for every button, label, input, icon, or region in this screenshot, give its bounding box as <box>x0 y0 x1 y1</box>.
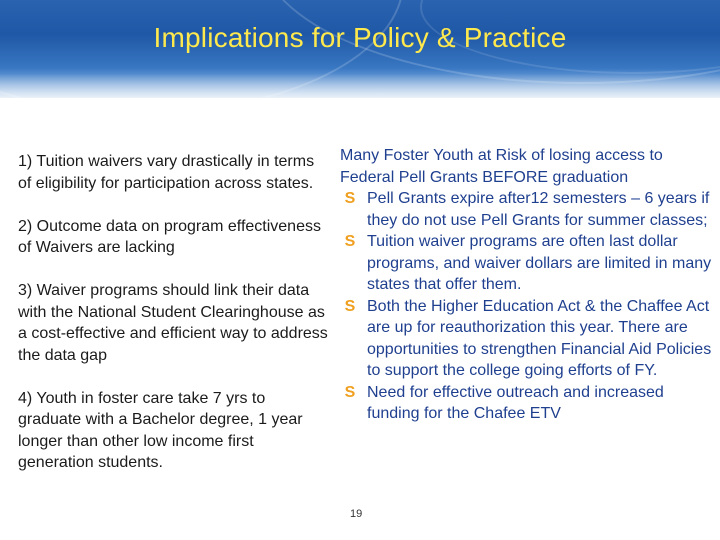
title-banner <box>0 0 720 98</box>
list-item <box>340 231 712 296</box>
right-heading: Many Foster Youth at Risk of losing access to Federal Pell Grants BEFORE graduation <box>340 147 663 186</box>
bullet-text: Pell Grants expire after12 semesters – 6 years if they do not use Pell Grants for summer classes; <box>367 190 710 229</box>
bullet-icon: S <box>344 383 356 401</box>
list-item <box>340 382 712 425</box>
bullet-text: Need for effective outreach and increased funding for the Chafee ETV <box>367 383 664 422</box>
left-column <box>18 151 328 495</box>
left-point: 3) Waiver programs should link their data with the National Student Clearinghouse as a cost-effective and efficient way to address the data gap <box>18 282 328 364</box>
right-column <box>340 145 712 425</box>
slide-title: Implications for Policy & Practice <box>153 22 567 53</box>
bullet-text: Both the Higher Education Act & the Chaffee Act are up for reauthorization this year. There are opportunities to strengthen Financial Aid Policies to support the college going efforts of FY. <box>367 297 712 379</box>
list-item <box>340 188 712 231</box>
left-point: 4) Youth in foster care take 7 yrs to graduate with a Bachelor degree, 1 year longer than other low income first generation students. <box>18 389 303 471</box>
page-number: 19 <box>350 508 363 520</box>
bullet-text: Tuition waiver programs are often last dollar programs, and waiver dollars are limited in many states that offer them. <box>367 233 712 293</box>
left-point: 1) Tuition waivers vary drastically in terms of eligibility for participation across states. <box>18 153 315 192</box>
bullet-list <box>340 188 712 425</box>
bullet-icon: S <box>344 190 356 207</box>
left-point: 2) Outcome data on program effectiveness of Waivers are lacking <box>18 217 321 256</box>
banner-glow <box>0 68 720 98</box>
bullet-icon: S <box>344 233 356 250</box>
bullet-icon: S <box>344 297 356 315</box>
list-item <box>340 296 712 382</box>
